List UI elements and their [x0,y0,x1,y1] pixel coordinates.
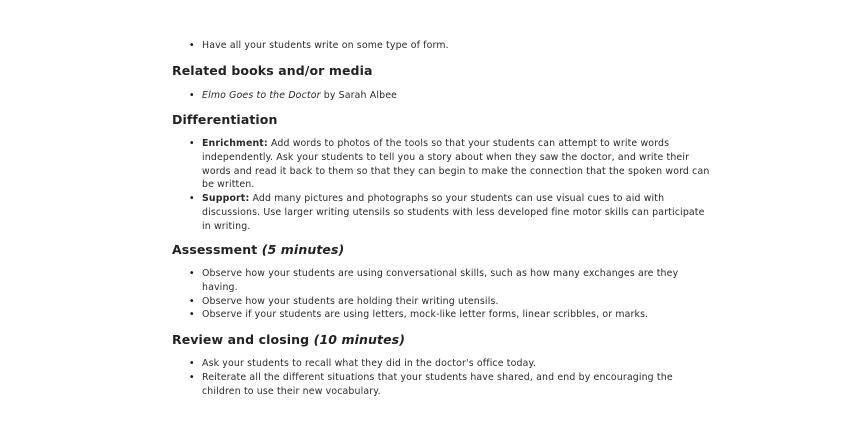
section-heading-assessment [172,242,344,257]
list-item [0,137,860,192]
list-item [0,371,860,399]
bullet: • [189,193,195,205]
list-item [0,192,860,233]
bullet: • [189,138,195,149]
list-item-text: Have all your students write on some type of form. [202,40,449,51]
related-list [0,89,860,103]
bullet: • [189,309,195,321]
heading-duration: (10 minutes) [313,332,406,347]
list-item-text: Observe how your students are holding their writing utensils. [202,295,499,307]
heading-duration: (5 minutes) [261,242,345,257]
item-text: Add many pictures and photographs so your students can use visual cues to aid with discussions. Use larger writing utensils so students with less developed fine motor skills can participate in writing. [202,193,705,232]
book-title: Elmo Goes to the Doctor [202,90,321,101]
assessment-list [0,267,860,322]
heading-text: Differentiation [172,112,278,127]
section-heading-related [172,63,373,78]
top-list [0,39,860,53]
heading-text: Review and closing [172,332,310,347]
differentiation-list [0,137,860,234]
item-label: Enrichment: [202,138,268,149]
list-item-text: Ask your students to recall what they did in the doctor's office today. [202,358,537,369]
book-author: by Sarah Albee [320,90,398,101]
list-item [0,89,860,103]
bullet: • [189,371,195,383]
list-item [0,357,860,371]
list-item-text: Observe how your students are using conversational skills, such as how many exchanges are they having. [202,268,679,293]
list-item [0,267,860,295]
section-heading-differentiation [172,112,278,127]
list-item [0,39,860,53]
section-heading-review [172,332,405,347]
bullet: • [189,40,195,51]
list-item [0,308,860,322]
heading-text: Related books and/or media [172,63,373,78]
bullet: • [189,268,195,279]
item-text: Add words to photos of the tools so that your students can attempt to write words independently. Ask your students to tell you a story about when they saw the doctor, and write their words and read it back to them so that they can begin to make the connection that the spoken word can be written. [202,138,710,191]
review-list [0,357,860,398]
heading-text: Assessment [172,242,258,257]
list-item [0,295,860,309]
list-item-text: Reiterate all the different situations that your students have shared, and end by encouraging the children to use their new vocabulary. [202,371,673,397]
bullet: • [189,295,195,307]
bullet: • [189,358,195,369]
item-label: Support: [202,193,250,205]
bullet: • [189,90,195,101]
list-item-text: Observe if your students are using letters, mock-like letter forms, linear scribbles, or marks. [202,309,649,321]
